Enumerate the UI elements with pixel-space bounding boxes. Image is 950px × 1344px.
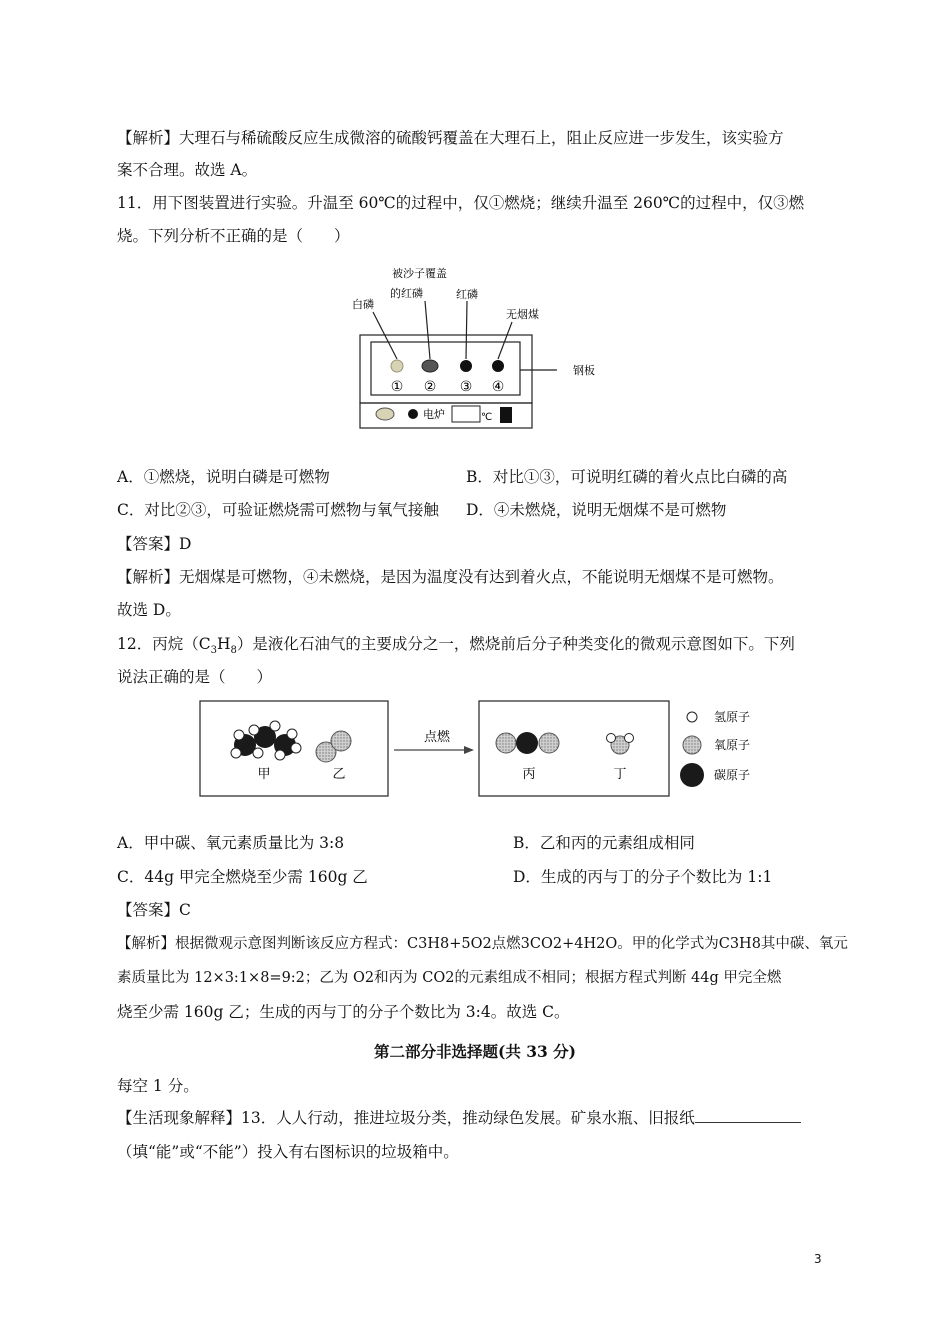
q10-analysis-line1: 【解析】大理石与稀硫酸反应生成微溶的硫酸钙覆盖在大理石上，阻止反应进一步发生，该实验方 [117, 129, 784, 147]
legend-carbon-icon [680, 763, 704, 787]
q10-analysis-line2: 案不合理。故选 A。 [117, 161, 258, 179]
q11-option-b: B．对比①③，可说明红磷的着火点比白磷的高 [466, 468, 788, 486]
water-molecule [607, 734, 634, 755]
label-covered-line2: 的红磷 [390, 287, 423, 300]
label-yi: 乙 [332, 767, 346, 782]
label-white-phosphorus: 白磷 [352, 298, 374, 311]
hydrogen-atom [234, 730, 244, 740]
q11-stem-line2: 烧。下列分析不正确的是（ ） [117, 227, 350, 245]
label-covered-line1: 被沙子覆盖 [392, 267, 447, 280]
label-stove: 电炉 [423, 408, 445, 421]
label-red-phosphorus: 红磷 [456, 288, 478, 301]
white-phosphorus [391, 360, 403, 372]
hydrogen-atom [249, 725, 259, 735]
legend-oxygen-label: 氧原子 [714, 738, 751, 752]
q12-option-c: C．44g 甲完全燃烧至少需 160g 乙 [117, 868, 368, 886]
label-jia: 甲 [257, 767, 271, 782]
label-anthracite: 无烟煤 [506, 308, 539, 321]
legend-carbon-label: 碳原子 [714, 768, 751, 782]
legend-oxygen-icon [683, 736, 701, 754]
q12-option-a: A．甲中碳、氧元素质量比为 3:8 [117, 834, 345, 852]
oxygen-atom [331, 731, 351, 751]
hydrogen-atom [287, 729, 297, 739]
oxygen-atom [539, 733, 559, 753]
label-steel-plate: 钢板 [573, 364, 595, 377]
q13-answer-blank[interactable] [695, 1108, 801, 1123]
num-3: ③ [459, 379, 473, 395]
stove-knob-2 [408, 409, 418, 419]
legend-hydrogen-label: 氢原子 [714, 710, 751, 724]
legend-hydrogen-icon [687, 712, 697, 722]
label-bing: 丙 [522, 767, 536, 782]
hydrogen-atom [275, 750, 285, 760]
hydrogen-atom [253, 748, 263, 758]
co2-molecule [496, 732, 559, 754]
q11-stem-line1: 11．用下图装置进行实验。升温至 60℃的过程中，仅①燃烧；继续升温至 260℃的过程中，仅③燃 [117, 194, 805, 212]
arrow-head [464, 746, 474, 754]
q12-stem-part-a: 12．丙烷（C [117, 635, 211, 653]
label-ding: 丁 [613, 767, 627, 782]
q13-line2: （填“能”或“不能”）投入有右图标识的垃圾箱中。 [117, 1143, 459, 1161]
q13-line1 [117, 1107, 801, 1129]
anthracite-coal [492, 360, 504, 372]
q12-stem-line1 [117, 633, 795, 662]
hydrogen-atom [231, 748, 241, 758]
q12-option-d: D．生成的丙与丁的分子个数比为 1:1 [513, 868, 773, 886]
part2-heading: 第二部分非选择题(共 33 分) [373, 1042, 577, 1061]
hydrogen-atom [270, 721, 280, 731]
q13-line1-text: 【生活现象解释】13．人人行动，推进垃圾分类，推动绿色发展。矿泉水瓶、旧报纸 [117, 1109, 695, 1127]
q11-apparatus-figure [340, 256, 610, 456]
hydrogen-atom [607, 734, 616, 743]
q12-analysis-line3: 烧至少需 160g 乙；生成的丙与丁的分子个数比为 3:4。故选 C。 [117, 1003, 570, 1021]
q11-analysis-line1: 【解析】无烟煤是可燃物，④未燃烧，是因为温度没有达到着火点，不能说明无烟煤不是可燃物。 [117, 568, 784, 586]
steel-box-outer [360, 335, 532, 403]
q11-option-c: C．对比②③，可验证燃烧需可燃物与氧气接触 [117, 501, 439, 519]
q11-analysis-line2: 故选 D。 [117, 601, 181, 619]
num-2: ② [423, 379, 437, 395]
stove-switch [500, 407, 512, 423]
temp-display [452, 406, 480, 422]
oxygen-molecule [316, 731, 351, 762]
q12-analysis-line2: 素质量比为 12×3:1×8=9:2；乙为 O2和丙为 CO2的元素组成不相同；根据方程式判断 44g 甲完全燃 [117, 970, 782, 986]
red-phosphorus [460, 360, 472, 372]
num-4: ④ [491, 379, 505, 395]
q12-stem-line2: 说法正确的是（ ） [117, 668, 273, 686]
propane-molecule [231, 721, 301, 760]
carbon-atom [516, 732, 538, 754]
q12-molecule-figure [196, 698, 776, 802]
hydrogen-atom [625, 734, 634, 743]
q11-option-d: D．④未燃烧，说明无烟煤不是可燃物 [466, 501, 727, 519]
stove-knob-1 [376, 408, 394, 420]
q12-option-b: B．乙和丙的元素组成相同 [513, 834, 695, 852]
q12-analysis-line1: 【解析】根据微观示意图判断该反应方程式：C3H8+5O2点燃3CO2+4H2O。甲的化学式为C3H8其中碳、氧元 [117, 936, 848, 952]
part2-note: 每空 1 分。 [117, 1077, 199, 1095]
hydrogen-atom [291, 743, 301, 753]
q12-stem-h: H [216, 635, 231, 653]
q11-option-a: A．①燃烧，说明白磷是可燃物 [117, 468, 330, 486]
q12-stem-sub-3: 3 [210, 645, 217, 657]
covered-red-phosphorus [422, 360, 438, 372]
page-number: 3 [814, 1252, 822, 1266]
label-temp-unit: ℃ [481, 412, 493, 423]
q12-stem-part-b: ）是液化石油气的主要成分之一，燃烧前后分子种类变化的微观示意图如下。下列 [236, 635, 795, 653]
oxygen-atom [496, 733, 516, 753]
q12-answer: 【答案】C [117, 901, 191, 919]
q11-answer: 【答案】D [117, 535, 192, 553]
num-1: ① [390, 379, 404, 395]
q12-stem-sub-8: 8 [230, 645, 237, 657]
arrow-label: 点燃 [423, 730, 451, 745]
